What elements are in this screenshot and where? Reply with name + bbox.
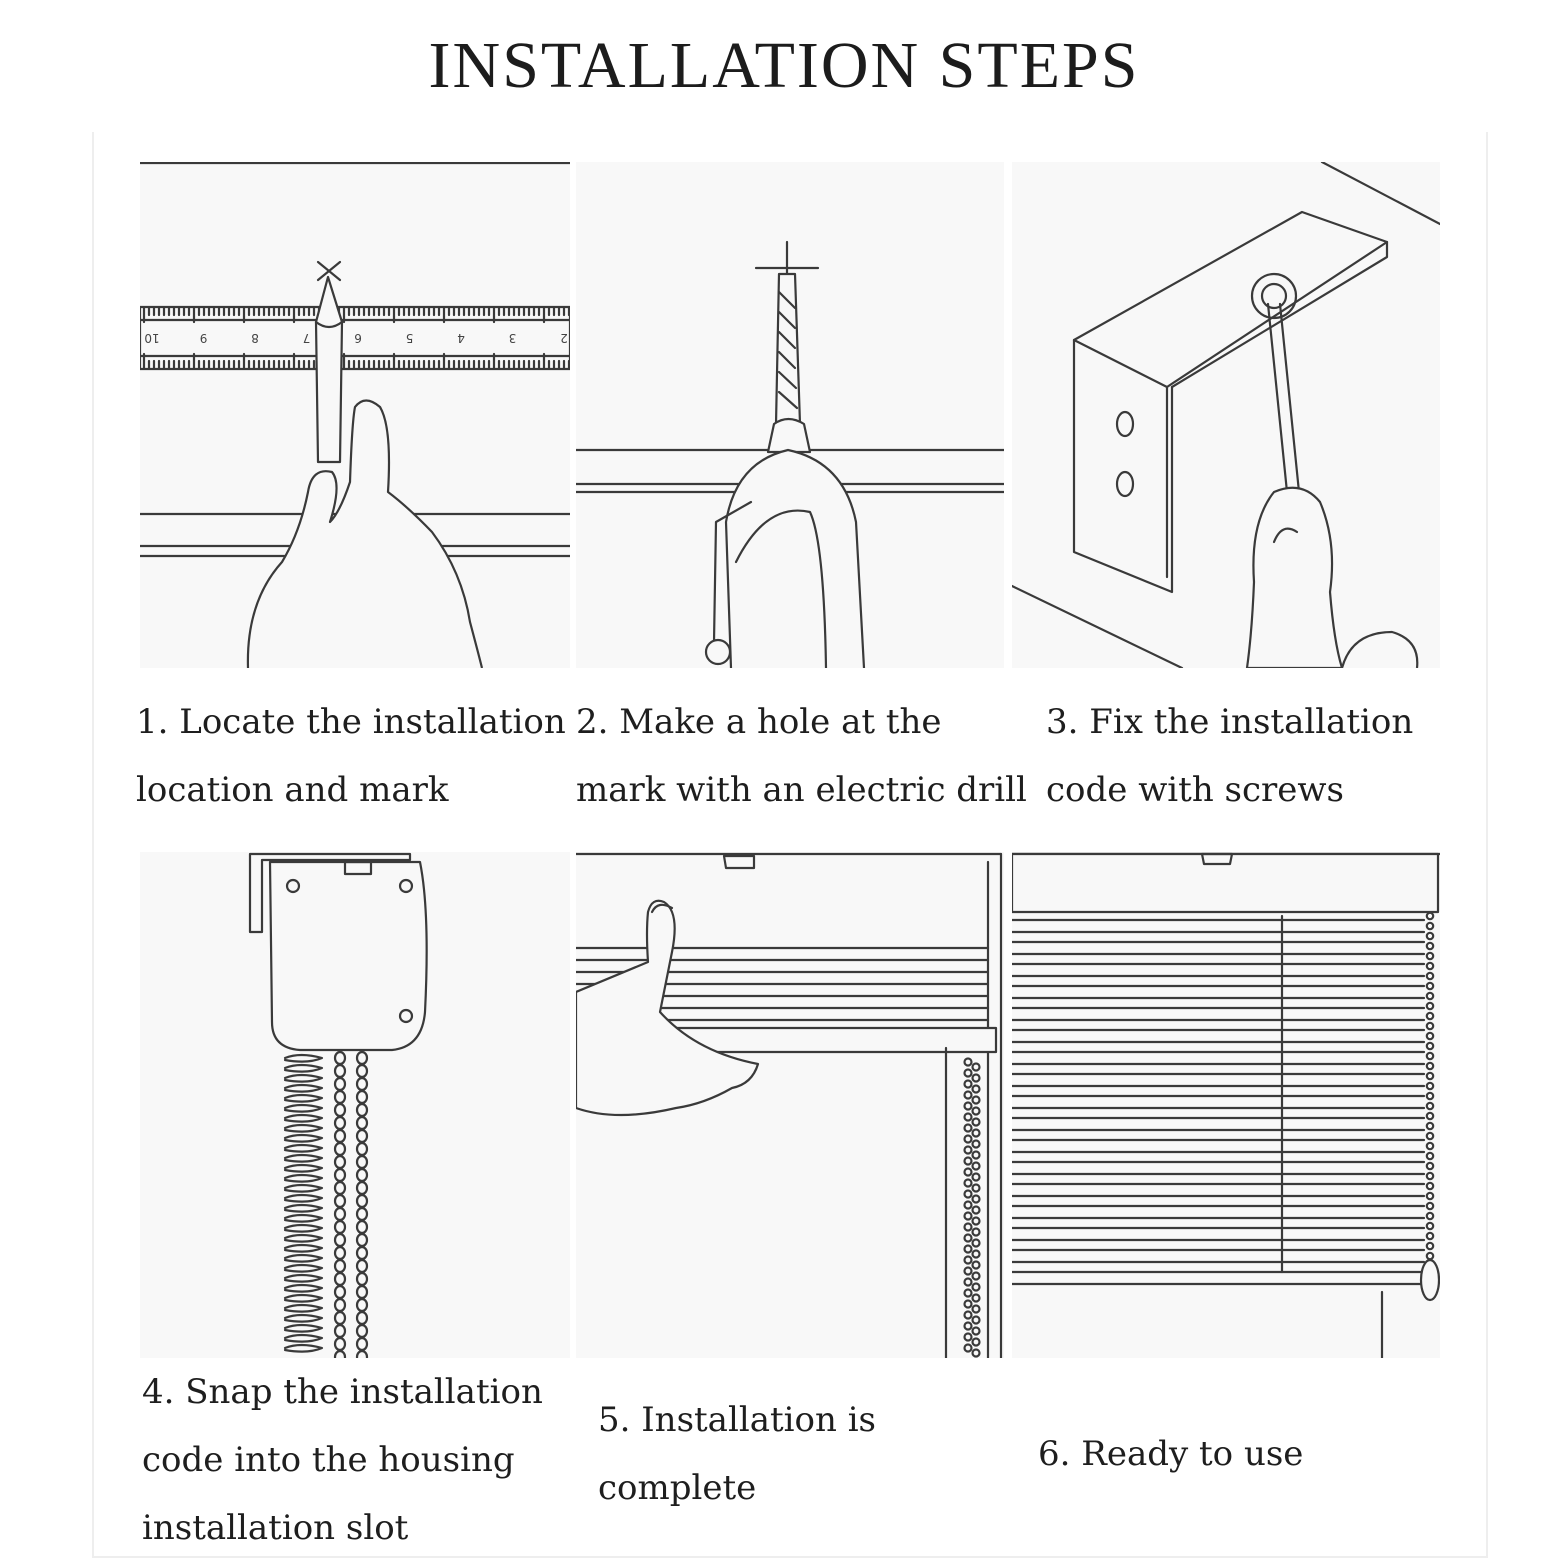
ruler-number: 10 [144, 331, 160, 345]
ruler-number: 4 [457, 331, 465, 345]
step-4-caption-line-1: 4. Snap the installation [142, 1372, 543, 1412]
step-2-caption-line-2: mark with an electric drill [576, 770, 1027, 810]
step-1-caption-line-1: 1. Locate the installation [136, 702, 566, 742]
ruler-number: 9 [199, 331, 208, 345]
step-4-illustration [140, 852, 570, 1358]
step-4-caption-line-2: code into the housing [142, 1440, 515, 1480]
ruler-number: 3 [508, 331, 517, 345]
step-3-caption-line-1: 3. Fix the installation [1046, 702, 1414, 742]
step-3-caption [1046, 688, 1413, 824]
step-5-caption-line-2: complete [598, 1468, 757, 1508]
step-3-illustration [1012, 162, 1440, 668]
ruler-number: 5 [405, 331, 414, 345]
step-2-caption [576, 688, 1027, 824]
ruler-number: 8 [251, 331, 259, 345]
step-1-illustration [140, 162, 570, 668]
step-6-illustration [1012, 852, 1440, 1358]
ruler-number: 7 [302, 331, 311, 345]
step-3-caption-line-2: code with screws [1046, 770, 1344, 810]
step-4-caption-line-3: installation slot [142, 1508, 409, 1548]
page-title: INSTALLATION STEPS [428, 29, 1140, 102]
step-5-caption-line-1: 5. Installation is [598, 1400, 877, 1440]
step-5-illustration [576, 852, 1004, 1358]
step-2-caption-line-1: 2. Make a hole at the [576, 702, 942, 742]
step-6-caption [1038, 1420, 1303, 1488]
step-6-caption-line-1: 6. Ready to use [1038, 1434, 1304, 1474]
ruler-number: 6 [354, 331, 362, 345]
step-1-caption-line-2: location and mark [136, 770, 449, 810]
step-4-caption [142, 1358, 543, 1562]
ruler-number: 2 [560, 331, 568, 345]
step-5-caption [598, 1386, 876, 1522]
step-2-illustration [576, 162, 1004, 668]
step-1-caption [136, 688, 566, 824]
